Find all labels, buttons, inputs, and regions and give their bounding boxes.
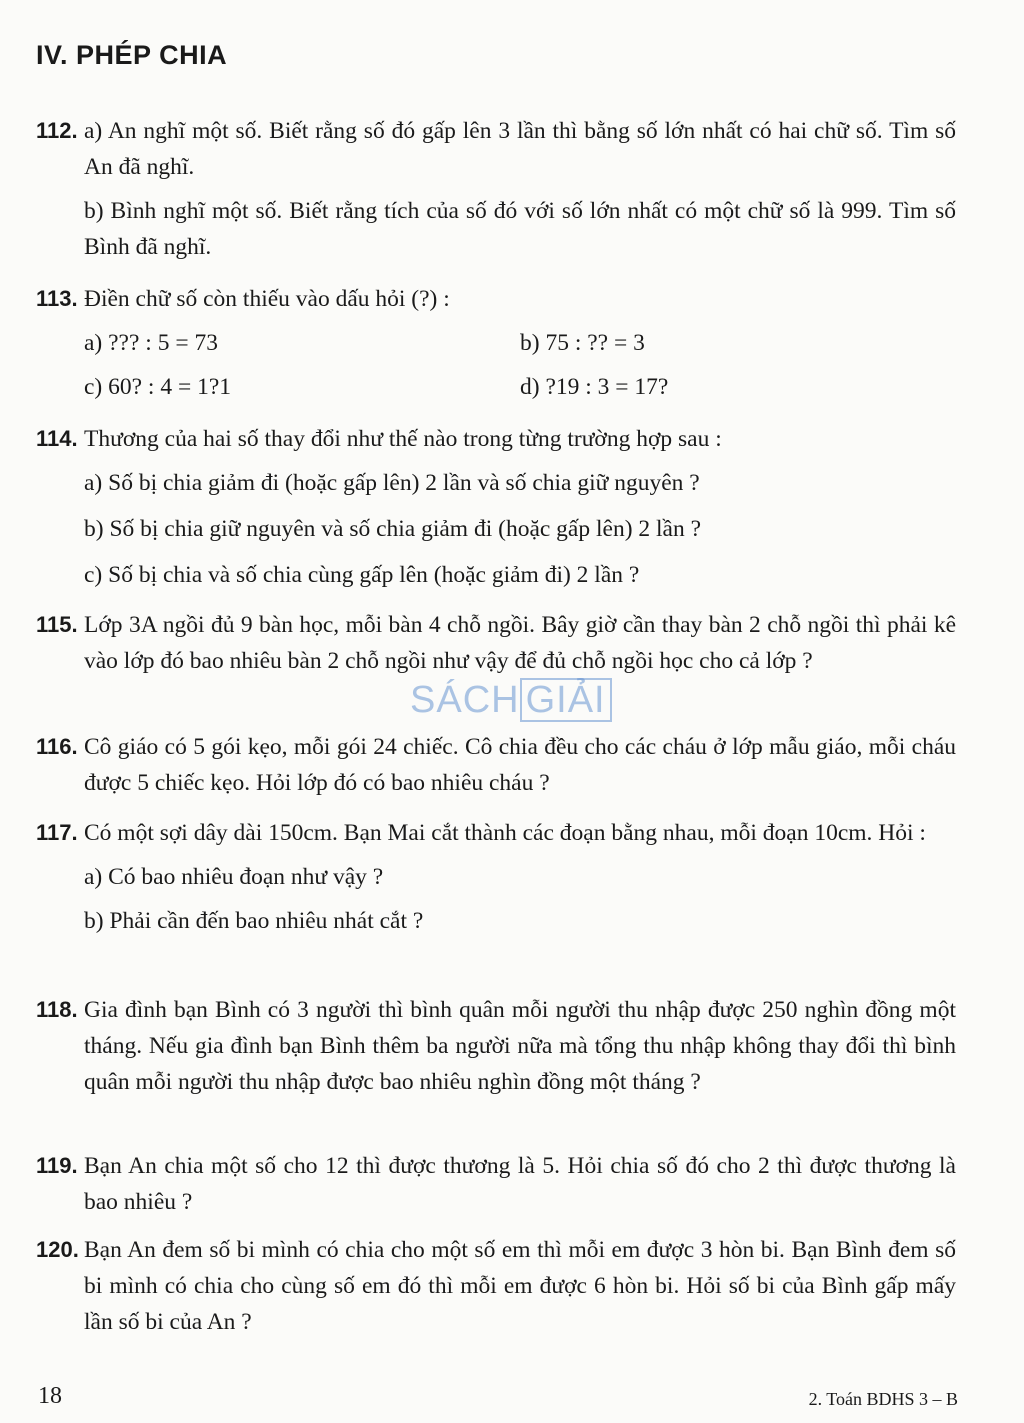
problem-number: 116. bbox=[36, 734, 78, 759]
problem-112 bbox=[36, 113, 956, 265]
problem-117 bbox=[36, 815, 956, 939]
problem-part-b: b) Số bị chia giữ nguyên và số chia giảm đi (hoặc gấp lên) 2 lần ? bbox=[84, 516, 702, 542]
watermark-logo bbox=[410, 678, 612, 722]
problem-part-a: a) ??? : 5 = 73 bbox=[84, 330, 218, 356]
problem-text: Có một sợi dây dài 150cm. Bạn Mai cắt thành các đoạn bằng nhau, mỗi đoạn 10cm. Hỏi : bbox=[84, 820, 926, 846]
problem-text: Lớp 3A ngồi đủ 9 bàn học, mỗi bàn 4 chỗ ngồi. Bây giờ cần thay bàn 2 chỗ ngồi thì phải kê vào lớp đó bao nhiêu bàn 2 chỗ ngồi như vậy để đủ chỗ ngồi học cho cả lớp ? bbox=[84, 612, 956, 674]
watermark-text-2: GIẢI bbox=[520, 678, 612, 722]
problem-options bbox=[84, 465, 956, 593]
problem-part-a: a) Số bị chia giảm đi (hoặc gấp lên) 2 lần và số chia giữ nguyên ? bbox=[84, 470, 700, 496]
problem-number: 113. bbox=[36, 286, 78, 311]
problem-options bbox=[84, 325, 956, 405]
problem-intro: Thương của hai số thay đổi như thế nào trong từng trường hợp sau : bbox=[84, 426, 722, 452]
watermark-text-1: SÁCH bbox=[410, 679, 520, 721]
problem-number: 119. bbox=[36, 1153, 78, 1178]
problem-120 bbox=[36, 1232, 956, 1340]
problem-number: 117. bbox=[36, 820, 78, 845]
problem-text: Cô giáo có 5 gói kẹo, mỗi gói 24 chiếc. Cô chia đều cho các cháu ở lớp mẫu giáo, mỗi cháu được 5 chiếc kẹo. Hỏi lớp đó có bao nhiêu cháu ? bbox=[84, 734, 956, 796]
problem-number: 112. bbox=[36, 118, 78, 143]
problem-part-c: c) 60? : 4 = 1?1 bbox=[84, 374, 232, 400]
problem-part-b: b) Phải cần đến bao nhiêu nhát cắt ? bbox=[84, 908, 424, 934]
problem-number: 118. bbox=[36, 997, 78, 1022]
problem-text: Bạn An chia một số cho 12 thì được thương là 5. Hỏi chia số đó cho 2 thì được thương là bao nhiêu ? bbox=[84, 1153, 956, 1215]
problem-text: Gia đình bạn Bình có 3 người thì bình quân mỗi người thu nhập được 250 nghìn đồng một tháng. Nếu gia đình bạn Bình thêm ba người nữa mà tổng thu nhập không thay đổi thì bình quân mỗi người thu nhập được bao nhiêu nghìn đồng một tháng ? bbox=[84, 997, 956, 1095]
problem-number: 114. bbox=[36, 426, 78, 451]
problem-118 bbox=[36, 992, 956, 1100]
problem-part-b: b) Bình nghĩ một số. Biết rằng tích của số đó với số lớn nhất có một chữ số là 999. Tìm số Bình đã nghĩ. bbox=[84, 198, 956, 260]
problem-113 bbox=[36, 281, 956, 405]
problem-119 bbox=[36, 1148, 956, 1220]
problem-part-a: a) An nghĩ một số. Biết rằng số đó gấp lên 3 lần thì bằng số lớn nhất có hai chữ số. Tìm số An đã nghĩ. bbox=[84, 118, 956, 180]
book-reference: 2. Toán BDHS 3 – B bbox=[808, 1389, 958, 1409]
problem-116 bbox=[36, 729, 956, 801]
page-number: 18 bbox=[38, 1383, 62, 1409]
section-heading: IV. PHÉP CHIA bbox=[36, 40, 228, 70]
problem-number: 115. bbox=[36, 612, 78, 637]
problem-115 bbox=[36, 607, 956, 679]
problem-number: 120. bbox=[36, 1237, 79, 1262]
problem-part-b: b) 75 : ?? = 3 bbox=[520, 330, 645, 356]
problem-text: Bạn An đem số bi mình có chia cho một số em thì mỗi em được 3 hòn bi. Bạn Bình đem số bi mình có chia cho cùng số em đó thì mỗi em được 6 hòn bi. Hỏi số bi của Bình gấp mấy lần số bi của An ? bbox=[84, 1237, 956, 1335]
problem-part-c: c) Số bị chia và số chia cùng gấp lên (hoặc giảm đi) 2 lần ? bbox=[84, 562, 640, 588]
problem-part-a: a) Có bao nhiêu đoạn như vậy ? bbox=[84, 864, 384, 890]
problem-part-d: d) ?19 : 3 = 17? bbox=[520, 374, 669, 400]
problem-114 bbox=[36, 421, 956, 593]
problem-intro: Điền chữ số còn thiếu vào dấu hỏi (?) : bbox=[84, 286, 450, 312]
